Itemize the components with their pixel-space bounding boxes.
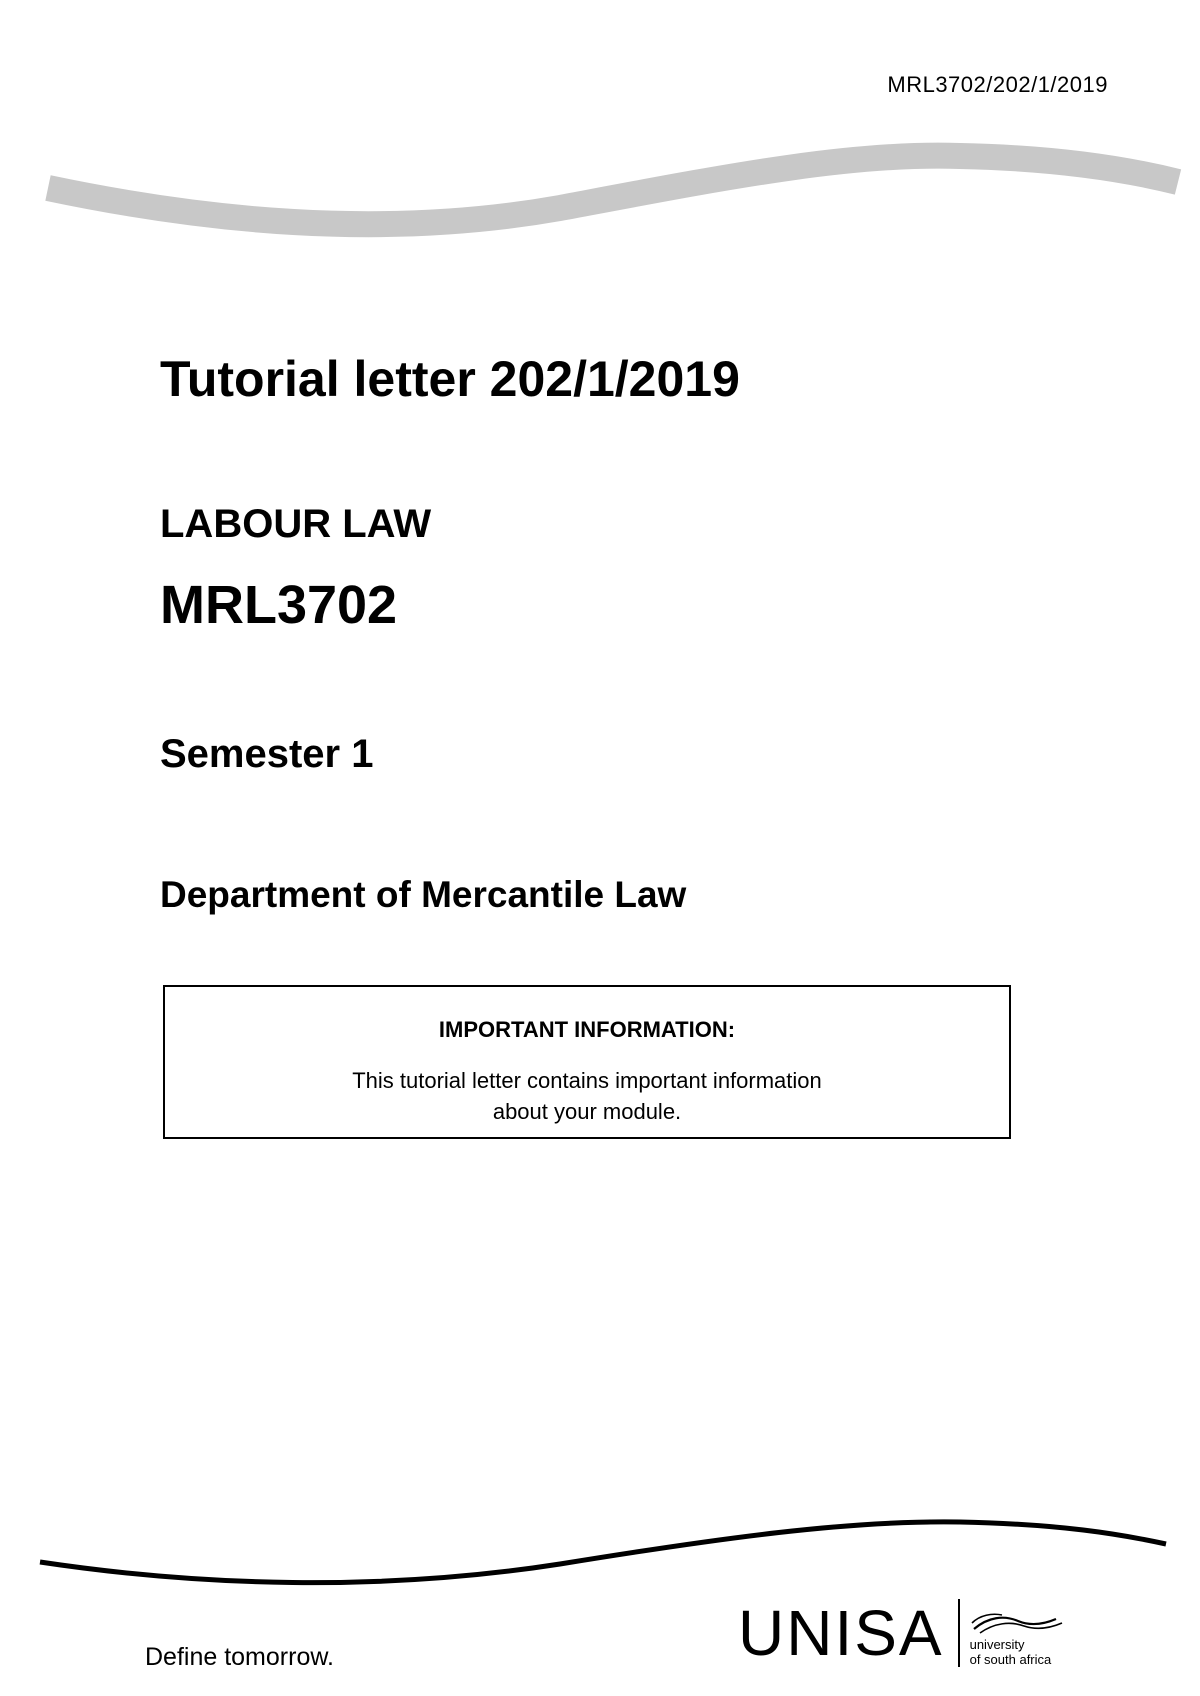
module-code: MRL3702 <box>160 575 398 635</box>
important-information-heading: IMPORTANT INFORMATION: <box>438 1017 736 1042</box>
important-information-box <box>163 985 1011 1139</box>
logo-sub-line-1: university <box>969 1637 1025 1652</box>
important-information-text <box>165 1065 1009 1127</box>
important-information-line-1: This tutorial letter contains important information <box>352 1068 822 1093</box>
semester-label: Semester 1 <box>160 732 374 776</box>
important-information-line-2: about your module. <box>492 1099 682 1124</box>
define-tomorrow-tagline: Define tomorrow. <box>145 1643 334 1671</box>
unisa-wave-icon <box>970 1611 1070 1637</box>
department-name: Department of Mercantile Law <box>160 874 687 915</box>
document-code: MRL3702/202/1/2019 <box>887 72 1108 97</box>
logo-mark <box>970 1599 1070 1667</box>
unisa-logo-wordmark: UNISA <box>738 1597 944 1669</box>
subject-title: LABOUR LAW <box>160 502 432 546</box>
bottom-swoosh-decoration <box>0 1500 1200 1590</box>
logo-divider <box>958 1599 960 1667</box>
tutorial-letter-title: Tutorial letter 202/1/2019 <box>160 351 740 407</box>
logo-sub-line-2: of south africa <box>969 1652 1052 1667</box>
unisa-logo <box>738 1596 1070 1670</box>
top-swoosh-decoration <box>0 130 1200 260</box>
